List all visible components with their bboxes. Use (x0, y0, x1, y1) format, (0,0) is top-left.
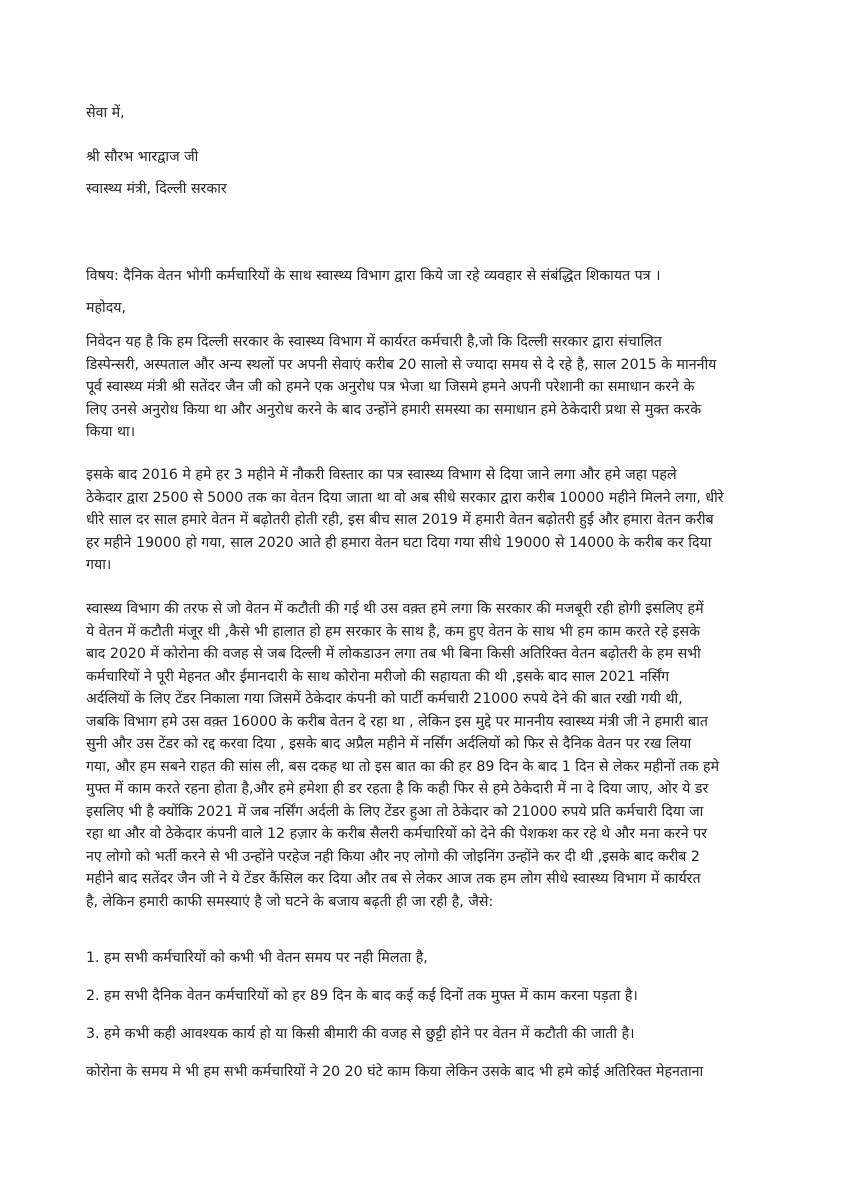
closing-line: कोरोना के समय मे भी हम सभी कर्मचारियों ने 20 20 घंटे काम किया लेकिन उसके बाद भी हमे कोई अतिरिक्त मेहनताना (86, 1064, 704, 1080)
point-3: 3. हमे कभी कही आवश्यक कार्य हो या किसी बीमारी की वजह से छुट्टी होने पर वेतन में कटौती की जाती है। (86, 1026, 635, 1042)
greeting: महोदय, (86, 300, 126, 316)
paragraph-3: स्वास्थ्य विभाग की तरफ से जो वेतन में कटौती की गई थी उस वक़्त हमे लगा कि सरकार की मजबूरी रही होगी इसलिए हमें ये वेतन में कटौती मंजूर थी ,कैसे भी हालात हो हम सरकार के साथ है, कम हुए वेतन के साथ भी हम काम करते रहे इसके बाद 2020 में कोरोना की वजह से जब दिल्ली में लोकडाउन लगा तब भी बिना किसी अतिरिक्त वेतन बढ़ोतरी के हम सभी कर्मचारियों ने पूरी मेहनत और ईमानदारी के साथ कोरोना मरीजो की सहायता की थी ,इसके बाद साल 2021 नर्सिंग अर्दलियों के लिए टेंडर निकाला गया जिसमें ठेकेदार कंपनी को पार्टी कर्मचारी 21000 रुपये देने की बात रखी गयी थी, जबकि विभाग हमे उस वक़्त 16000 के करीब वेतन दे रहा था , लेकिन इस मुद्दे पर माननीय स्वास्थ्य मंत्री जी ने हमारी बात सुनी और उस टेंडर को रद्द करवा दिया , इसके बाद अप्रैल महीने में नर्सिंग अर्दलियों को फिर से दैनिक वेतन पर रख लिया गया, और हम सबने राहत की सांस ली, बस दकह था तो इस बात का की हर 89 दिन के बाद 1 दिन से लेकर महीनों तक हमे मुफ्त में काम करते रहना होता है,और हमे हमेशा ही डर रहता है कि कही फिर से हमे ठेकेदारी में ना दे दिया जाए, ओर ये डर इसलिए भी है क्योंकि 2021 में जब नर्सिंग अर्दली के लिए टेंडर हुआ तो ठेकेदार को 21000 रुपये प्रति कर्मचारी दिया जा रहा था और वो ठेकेदार कंपनी वाले 12 हज़ार के करीब सैलरी कर्मचारियों को देने की पेशकश कर रहे थे और मना करने पर नए लोगो को भर्ती करने से भी उन्होंने परहेज नही किया और नए लोगो की जोइनिंग उन्होंने कर दी थी ,इसके बाद करीब 2 महीने बाद सतेंदर जैन जी ने ये टेंडर कैंसिल कर दिया और तब से लेकर आज तक हम लोग सीधे स्वास्थ्य विभाग में कार्यरत है, लेकिन हमारी काफी समस्याएं है जो घटने के बजाय बढ़ती ही जा रही है, जैसे: (86, 601, 720, 910)
point-2: 2. हम सभी दैनिक वेतन कर्मचारियों को हर 89 दिन के बाद कई कई दिनों तक मुफ्त में काम करना पड़ता है। (86, 988, 638, 1004)
salutation-to: सेवा में, (86, 105, 125, 121)
paragraph-2: इसके बाद 2016 मे हमे हर 3 महीने में नौकरी विस्तार का पत्र स्वास्थ्य विभाग से दिया जाने लगा और हमे जहा पहले ठेकेदार द्वारा 2500 से 5000 तक का वेतन दिया जाता था वो अब सीधे सरकार द्वारा करीब 10000 महीने मिलने लगा, धीरे धीरे साल दर साल हमारे वेतन में बढ़ोतरी होती रही, इस बीच साल 2019 में हमारी वेतन बढ़ोतरी हुई और हमारा वेतन करीब हर महीने 19000 हो गया, साल 2020 आते ही हमारा वेतन घटा दिया गया सीधे 19000 से 14000 के करीब कर दिया गया। (86, 467, 724, 573)
recipient-name: श्री सौरभ भारद्वाज जी (86, 149, 199, 165)
subject-line: विषय: दैनिक वेतन भोगी कर्मचारियों के साथ स्वास्थ्य विभाग द्वारा किये जा रहे व्यवहार से संबंद्धित शिकायत पत्र । (86, 268, 661, 284)
point-1: 1. हम सभी कर्मचारियों को कभी भी वेतन समय पर नही मिलता है, (86, 950, 428, 966)
recipient-title: स्वास्थ्य मंत्री, दिल्ली सरकार (86, 181, 227, 197)
paragraph-1: निवेदन यह है कि हम दिल्ली सरकार के स्वास्थ्य विभाग में कार्यरत कर्मचारी है,जो कि दिल्ली सरकार द्वारा संचालित डिस्पेन्सरी, अस्पताल और अन्य स्थलों पर अपनी सेवाएं करीब 20 सालो से ज्यादा समय से दे रहे है, साल 2015 के माननीय पूर्व स्वास्थ्य मंत्री श्री सतेंदर जैन जी को हमने एक अनुरोध पत्र भेजा था जिसमे हमने अपनी परेशानी का समाधान करने के लिए उनसे अनुरोध किया था और अनुरोध करने के बाद उन्होंने हमारी समस्या का समाधान हमे ठेकेदारी प्रथा से मुक्त करके किया था। (86, 334, 717, 440)
